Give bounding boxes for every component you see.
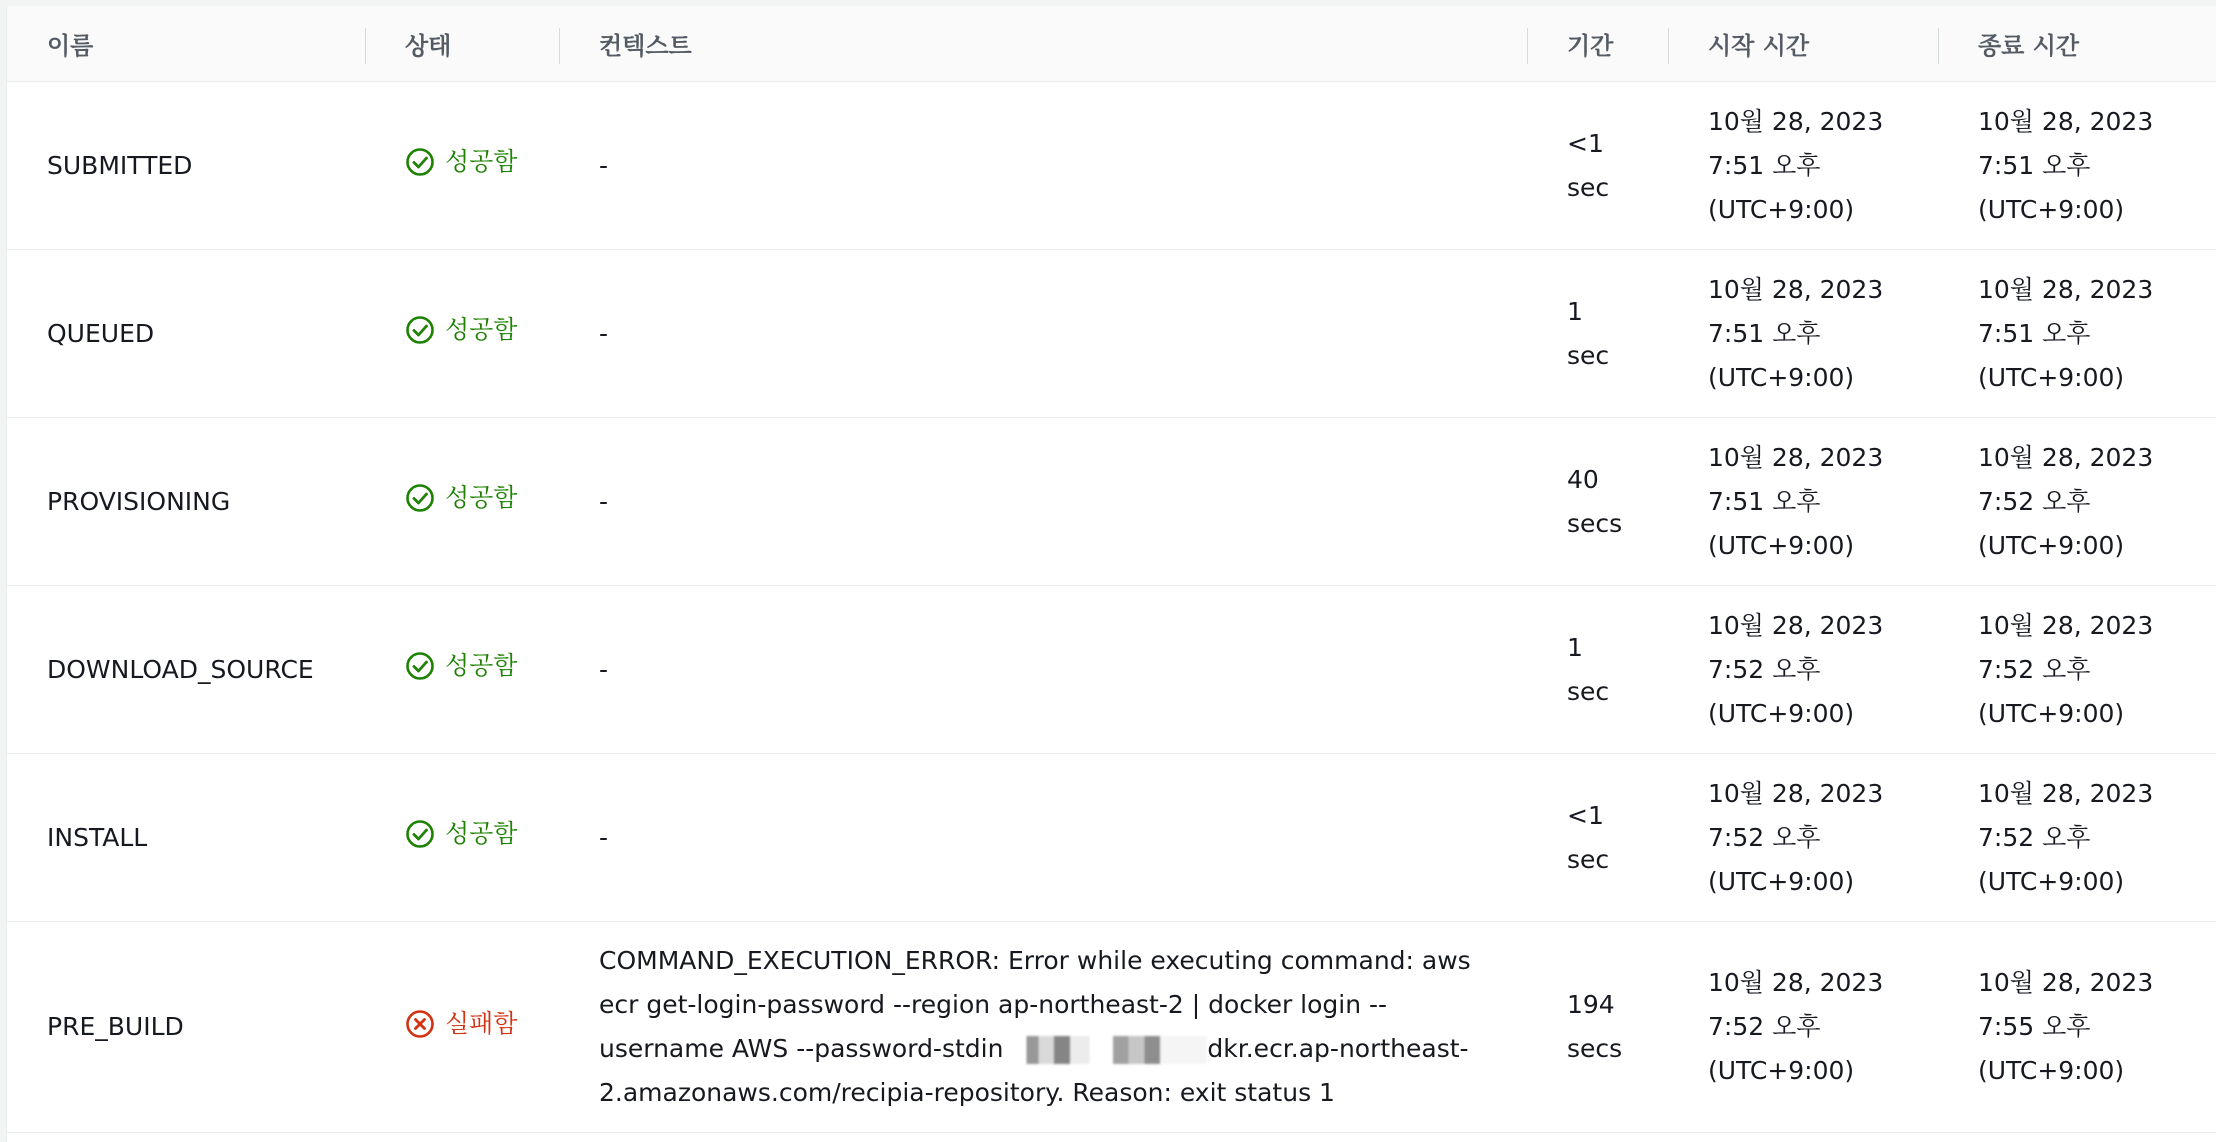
table-row (7, 922, 2216, 1133)
phase-end-time: 10월 28, 2023 7:55 오후 (UTC+9:00) (1938, 922, 2216, 1133)
phase-duration: 1 sec (1527, 586, 1668, 754)
phase-context: - (559, 82, 1527, 250)
phase-end-time: 10월 28, 2023 7:52 오후 (UTC+9:00) (1938, 586, 2216, 754)
column-header-status[interactable]: 상태 (365, 6, 559, 82)
column-divider[interactable] (365, 28, 366, 64)
status-label: 실패함 (445, 1008, 518, 1038)
check-circle-icon (405, 819, 435, 849)
column-header-name[interactable]: 이름 (7, 6, 365, 82)
phase-context: - (559, 586, 1527, 754)
status-label: 성공함 (445, 147, 518, 176)
status-badge (405, 1002, 517, 1046)
check-circle-icon (405, 147, 435, 177)
phase-duration: 1 sec (1527, 250, 1668, 418)
phase-name: PROVISIONING (7, 418, 365, 586)
table-row (7, 418, 2216, 586)
phase-name: QUEUED (7, 250, 365, 418)
phase-duration: 194 secs (1527, 922, 1668, 1133)
column-header-start-time[interactable]: 시작 시간 (1668, 6, 1938, 82)
status-badge (405, 140, 517, 184)
phase-name: PRE_BUILD (7, 922, 365, 1133)
table-row (7, 82, 2216, 250)
check-circle-icon (405, 483, 435, 513)
phase-end-time: 10월 28, 2023 7:51 오후 (UTC+9:00) (1938, 82, 2216, 250)
column-header-end-time[interactable]: 종료 시간 (1938, 6, 2216, 82)
redacted-account-id (1011, 1036, 1207, 1064)
build-phases-table-container (6, 6, 2216, 1142)
status-badge (405, 308, 517, 352)
column-divider[interactable] (559, 28, 560, 64)
build-phases-table (7, 6, 2216, 1133)
phase-start-time: 10월 28, 2023 7:51 오후 (UTC+9:00) (1668, 250, 1938, 418)
table-header-row (7, 6, 2216, 82)
check-circle-icon (405, 315, 435, 345)
phase-end-time: 10월 28, 2023 7:52 오후 (UTC+9:00) (1938, 418, 2216, 586)
phase-context: - (559, 250, 1527, 418)
phase-context: COMMAND_EXECUTION_ERROR: Error while executing command: aws ecr get-login-password --region ap-northeast-2 | docker login --username AWS --password-stdin dkr.ecr.ap-northeast-2.amazonaws.com/recipia-repository. Reason: exit status 1 (559, 922, 1527, 1133)
table-row (7, 250, 2216, 418)
status-label: 성공함 (445, 483, 518, 512)
phase-duration: <1 sec (1527, 82, 1668, 250)
phase-duration: 40 secs (1527, 418, 1668, 586)
status-label: 성공함 (445, 819, 518, 848)
phase-duration: <1 sec (1527, 754, 1668, 922)
status-label: 성공함 (445, 315, 518, 344)
column-divider[interactable] (1668, 28, 1669, 64)
table-row (7, 586, 2216, 754)
phase-name: SUBMITTED (7, 82, 365, 250)
check-circle-icon (405, 651, 435, 681)
phase-end-time: 10월 28, 2023 7:52 오후 (UTC+9:00) (1938, 754, 2216, 922)
phase-context: - (559, 754, 1527, 922)
column-divider[interactable] (1527, 28, 1528, 64)
phase-start-time: 10월 28, 2023 7:51 오후 (UTC+9:00) (1668, 418, 1938, 586)
phase-context: - (559, 418, 1527, 586)
status-label: 성공함 (445, 651, 518, 680)
column-header-context[interactable]: 컨텍스트 (559, 6, 1527, 82)
x-circle-icon (405, 1009, 435, 1039)
column-divider[interactable] (1938, 28, 1939, 64)
phase-name: INSTALL (7, 754, 365, 922)
phase-end-time: 10월 28, 2023 7:51 오후 (UTC+9:00) (1938, 250, 2216, 418)
table-row (7, 754, 2216, 922)
status-badge (405, 476, 517, 520)
phase-start-time: 10월 28, 2023 7:52 오후 (UTC+9:00) (1668, 586, 1938, 754)
phase-name: DOWNLOAD_SOURCE (7, 586, 365, 754)
phase-start-time: 10월 28, 2023 7:52 오후 (UTC+9:00) (1668, 754, 1938, 922)
column-header-duration[interactable]: 기간 (1527, 6, 1668, 82)
status-badge (405, 644, 517, 688)
status-badge (405, 812, 517, 856)
phase-start-time: 10월 28, 2023 7:52 오후 (UTC+9:00) (1668, 922, 1938, 1133)
phase-start-time: 10월 28, 2023 7:51 오후 (UTC+9:00) (1668, 82, 1938, 250)
